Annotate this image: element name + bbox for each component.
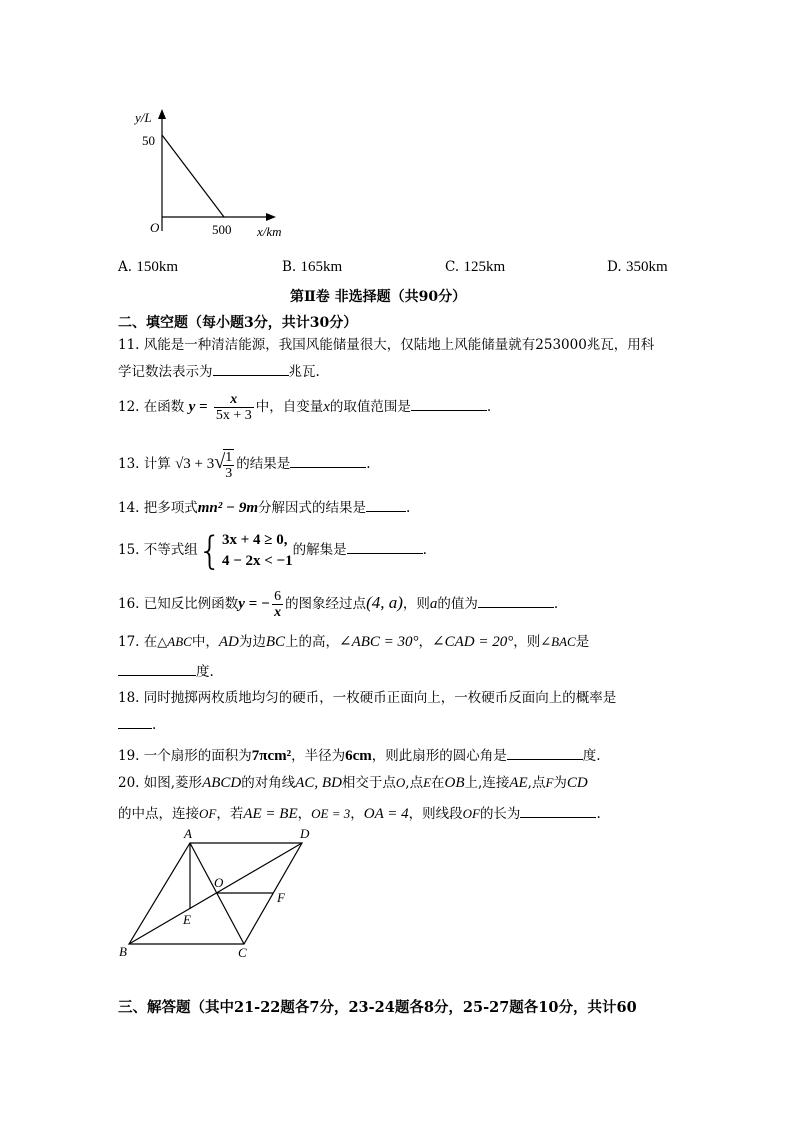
- x-axis-arrow: [266, 213, 276, 221]
- origin-label: O: [150, 220, 160, 235]
- question-20-line1: [118, 773, 588, 793]
- q17-text: 中，: [191, 634, 219, 650]
- q20-text: 在: [431, 775, 445, 791]
- label-o: O: [214, 875, 224, 890]
- q13-expr: √3 + 3: [175, 456, 215, 472]
- q12-fraction: [214, 392, 254, 423]
- option-b: [282, 259, 342, 276]
- label-f: F: [277, 890, 285, 905]
- sqrt-sign: √: [214, 451, 226, 473]
- q15-text-b: 的解集是: [292, 542, 347, 558]
- q20-text: ，若: [216, 806, 244, 822]
- option-a: [118, 259, 178, 276]
- label-d: D: [300, 826, 310, 841]
- q20-of: OF: [199, 806, 217, 821]
- q17-sep: ，: [418, 634, 433, 650]
- option-letter: C.: [445, 259, 460, 275]
- q12-x: x: [323, 399, 330, 415]
- q12-num: x: [230, 392, 238, 407]
- q19-radius: 6cm: [345, 748, 372, 764]
- q20-text: 的对角线: [241, 775, 296, 791]
- q20-f: F: [545, 775, 554, 790]
- answer-blank[interactable]: [118, 714, 152, 729]
- q12-den: 5x + 3: [215, 408, 252, 423]
- answer-blank[interactable]: [118, 661, 196, 676]
- brace: {: [197, 528, 222, 573]
- q16-num: 6: [274, 589, 282, 604]
- q20-of2: OF: [462, 806, 480, 821]
- q15-ineq2: 4 − 2x < −1: [221, 552, 293, 569]
- question-17-line2: [118, 661, 214, 682]
- answer-blank[interactable]: [507, 745, 583, 760]
- q13-text-b: 的结果是: [236, 456, 291, 472]
- q16-text: 16. 已知反比例函数: [118, 596, 239, 612]
- q16-text-c: ，则: [402, 596, 430, 612]
- question-18-line1: 18. 同时抛掷两枚质地均匀的硬币，一枚硬币正面向上，一枚硬币反面向上的概率是: [118, 690, 617, 706]
- question-19: [118, 745, 601, 766]
- q17-triangle: △ABC: [157, 634, 192, 649]
- q20-text: ，: [350, 806, 364, 822]
- option-letter: B.: [282, 259, 297, 275]
- option-d: [607, 259, 668, 276]
- question-18-line2: [118, 714, 156, 735]
- option-letter: D.: [607, 259, 622, 275]
- q20-text: 上,连接: [464, 775, 510, 791]
- q13-den: 3: [225, 465, 233, 481]
- q20-cd: CD: [566, 775, 588, 791]
- q20-text: ,点: [405, 775, 424, 791]
- q17-bc: BC: [265, 634, 285, 650]
- q20-end: .: [596, 806, 601, 822]
- section2-title: 二、填空题（每小题3分，共计30分）: [118, 315, 358, 331]
- q20-text: 的长为: [479, 806, 521, 822]
- q17-text: 上的高，: [285, 634, 339, 650]
- q20-text: 20. 如图,菱形: [118, 775, 203, 791]
- q19-text-b: ，半径为: [291, 748, 346, 764]
- y-tick-label: 50: [142, 133, 155, 148]
- q19-text: 19. 一个扇形的面积为: [118, 748, 252, 764]
- question-14: [118, 497, 410, 518]
- question-13: [118, 447, 371, 481]
- q20-text: ,点: [527, 775, 546, 791]
- rhombus-figure: [112, 826, 322, 966]
- q20-e: E: [423, 775, 432, 790]
- option-value: 150km: [136, 259, 179, 275]
- q19-text-c: ，则此扇形的圆心角是: [371, 748, 507, 764]
- y-axis-label: y/L: [135, 110, 152, 125]
- q13-num: 1: [225, 449, 233, 465]
- label-a: A: [184, 826, 192, 841]
- q16-point: (4, a): [366, 593, 403, 612]
- q17-line2-text: 度.: [196, 664, 214, 680]
- q16-text-b: 的图象经过点: [285, 596, 367, 612]
- x-axis-label: x/km: [257, 224, 282, 239]
- q20-ob: OB: [444, 775, 465, 791]
- q12-text: 12. 在函数: [118, 399, 185, 415]
- q17-angle3: ∠BAC: [540, 634, 576, 649]
- q20-acbd: AC, BD: [295, 775, 342, 791]
- q16-fraction: [272, 589, 283, 620]
- answer-blank[interactable]: [213, 361, 289, 376]
- question-12: [118, 392, 491, 423]
- q17-text: 为边: [238, 634, 266, 650]
- answer-blank[interactable]: [290, 453, 366, 468]
- q14-end: .: [406, 500, 411, 516]
- q12-y: y =: [188, 399, 208, 415]
- q17-text: 17. 在: [118, 634, 158, 650]
- graph-line: [162, 135, 224, 217]
- q20-ae: AE: [509, 775, 528, 791]
- q16-text-d: 的值为: [437, 596, 478, 612]
- answer-blank[interactable]: [347, 539, 423, 554]
- q12-text-c: 的取值范围是: [329, 399, 411, 415]
- part2-title: 第Ⅱ卷 非选择题（共90分）: [290, 289, 467, 305]
- question-11-line1: 11. 风能是一种清洁能源，我国风能储量很大，仅陆地上风能储量就有253000兆瓦，用科: [118, 337, 655, 353]
- q15-system: [222, 530, 293, 572]
- section3-title: 三、解答题（其中21-22题各7分，23-24题各8分，25-27题各10分，共计60: [118, 999, 637, 1016]
- question-17-line1: [118, 632, 589, 652]
- q14-text: 14. 把多项式: [118, 500, 198, 516]
- q20-aebe: AE = BE: [243, 806, 298, 822]
- q11-text: 学记数法表示为: [118, 364, 213, 380]
- q19-end: 度.: [582, 748, 601, 764]
- q12-text-b: 中，自变量: [255, 399, 324, 415]
- q11-text-end: 兆瓦.: [288, 364, 320, 380]
- q20-oa: OA = 4: [363, 806, 409, 822]
- option-value: 165km: [300, 259, 343, 275]
- answer-blank[interactable]: [411, 396, 487, 411]
- q13-fraction: [223, 449, 234, 481]
- x-tick-label: 500: [212, 222, 232, 237]
- question-15: [118, 528, 427, 573]
- q14-text-b: 分解因式的结果是: [258, 500, 367, 516]
- q20-oe: OE = 3: [311, 806, 351, 821]
- q12-end: .: [486, 399, 492, 415]
- q16-den: x: [274, 605, 282, 620]
- label-e: E: [183, 912, 191, 927]
- q15-ineq1: 3x + 4 ≥ 0,: [221, 531, 288, 548]
- answer-blank[interactable]: [366, 497, 406, 512]
- q13-text: 13. 计算: [118, 456, 171, 472]
- q14-expr: mn² − 9m: [197, 500, 259, 516]
- q16-end: .: [553, 596, 559, 612]
- question-11-line2: [118, 361, 320, 382]
- q15-text: 15. 不等式组: [118, 542, 198, 558]
- q20-text: 为: [553, 775, 567, 791]
- answer-blank[interactable]: [478, 593, 554, 608]
- q20-text: ，: [297, 806, 312, 822]
- option-letter: A.: [118, 259, 133, 275]
- y-axis-arrow: [158, 109, 166, 119]
- q15-end: .: [422, 542, 427, 558]
- q17-ad: AD: [218, 634, 239, 650]
- q17-text: 是: [575, 634, 590, 650]
- option-value: 125km: [463, 259, 506, 275]
- q17-text: ，则: [513, 634, 541, 650]
- q20-text: 的中点，连接: [118, 806, 199, 822]
- q16-y: y = −: [238, 596, 271, 612]
- q16-var: a: [429, 596, 438, 612]
- q17-angle2: ∠CAD = 20°: [432, 634, 514, 650]
- answer-blank[interactable]: [520, 803, 596, 818]
- q17-angle1: ∠ABC = 30°: [339, 634, 419, 650]
- q13-end: .: [366, 456, 371, 472]
- q18-end: .: [152, 717, 157, 733]
- q20-text: 相交于点: [341, 775, 396, 791]
- q20-text: ，则线段: [408, 806, 463, 822]
- q20-o: O: [395, 775, 406, 790]
- q20-abcd: ABCD: [202, 775, 242, 791]
- label-b: B: [119, 944, 127, 959]
- question-20-line2: [118, 803, 601, 824]
- q19-area: 7πcm²: [251, 748, 292, 764]
- option-value: 350km: [625, 259, 668, 275]
- label-c: C: [238, 945, 247, 960]
- option-c: [445, 259, 505, 276]
- distance-fuel-graph: [130, 105, 300, 245]
- question-16: [118, 587, 558, 620]
